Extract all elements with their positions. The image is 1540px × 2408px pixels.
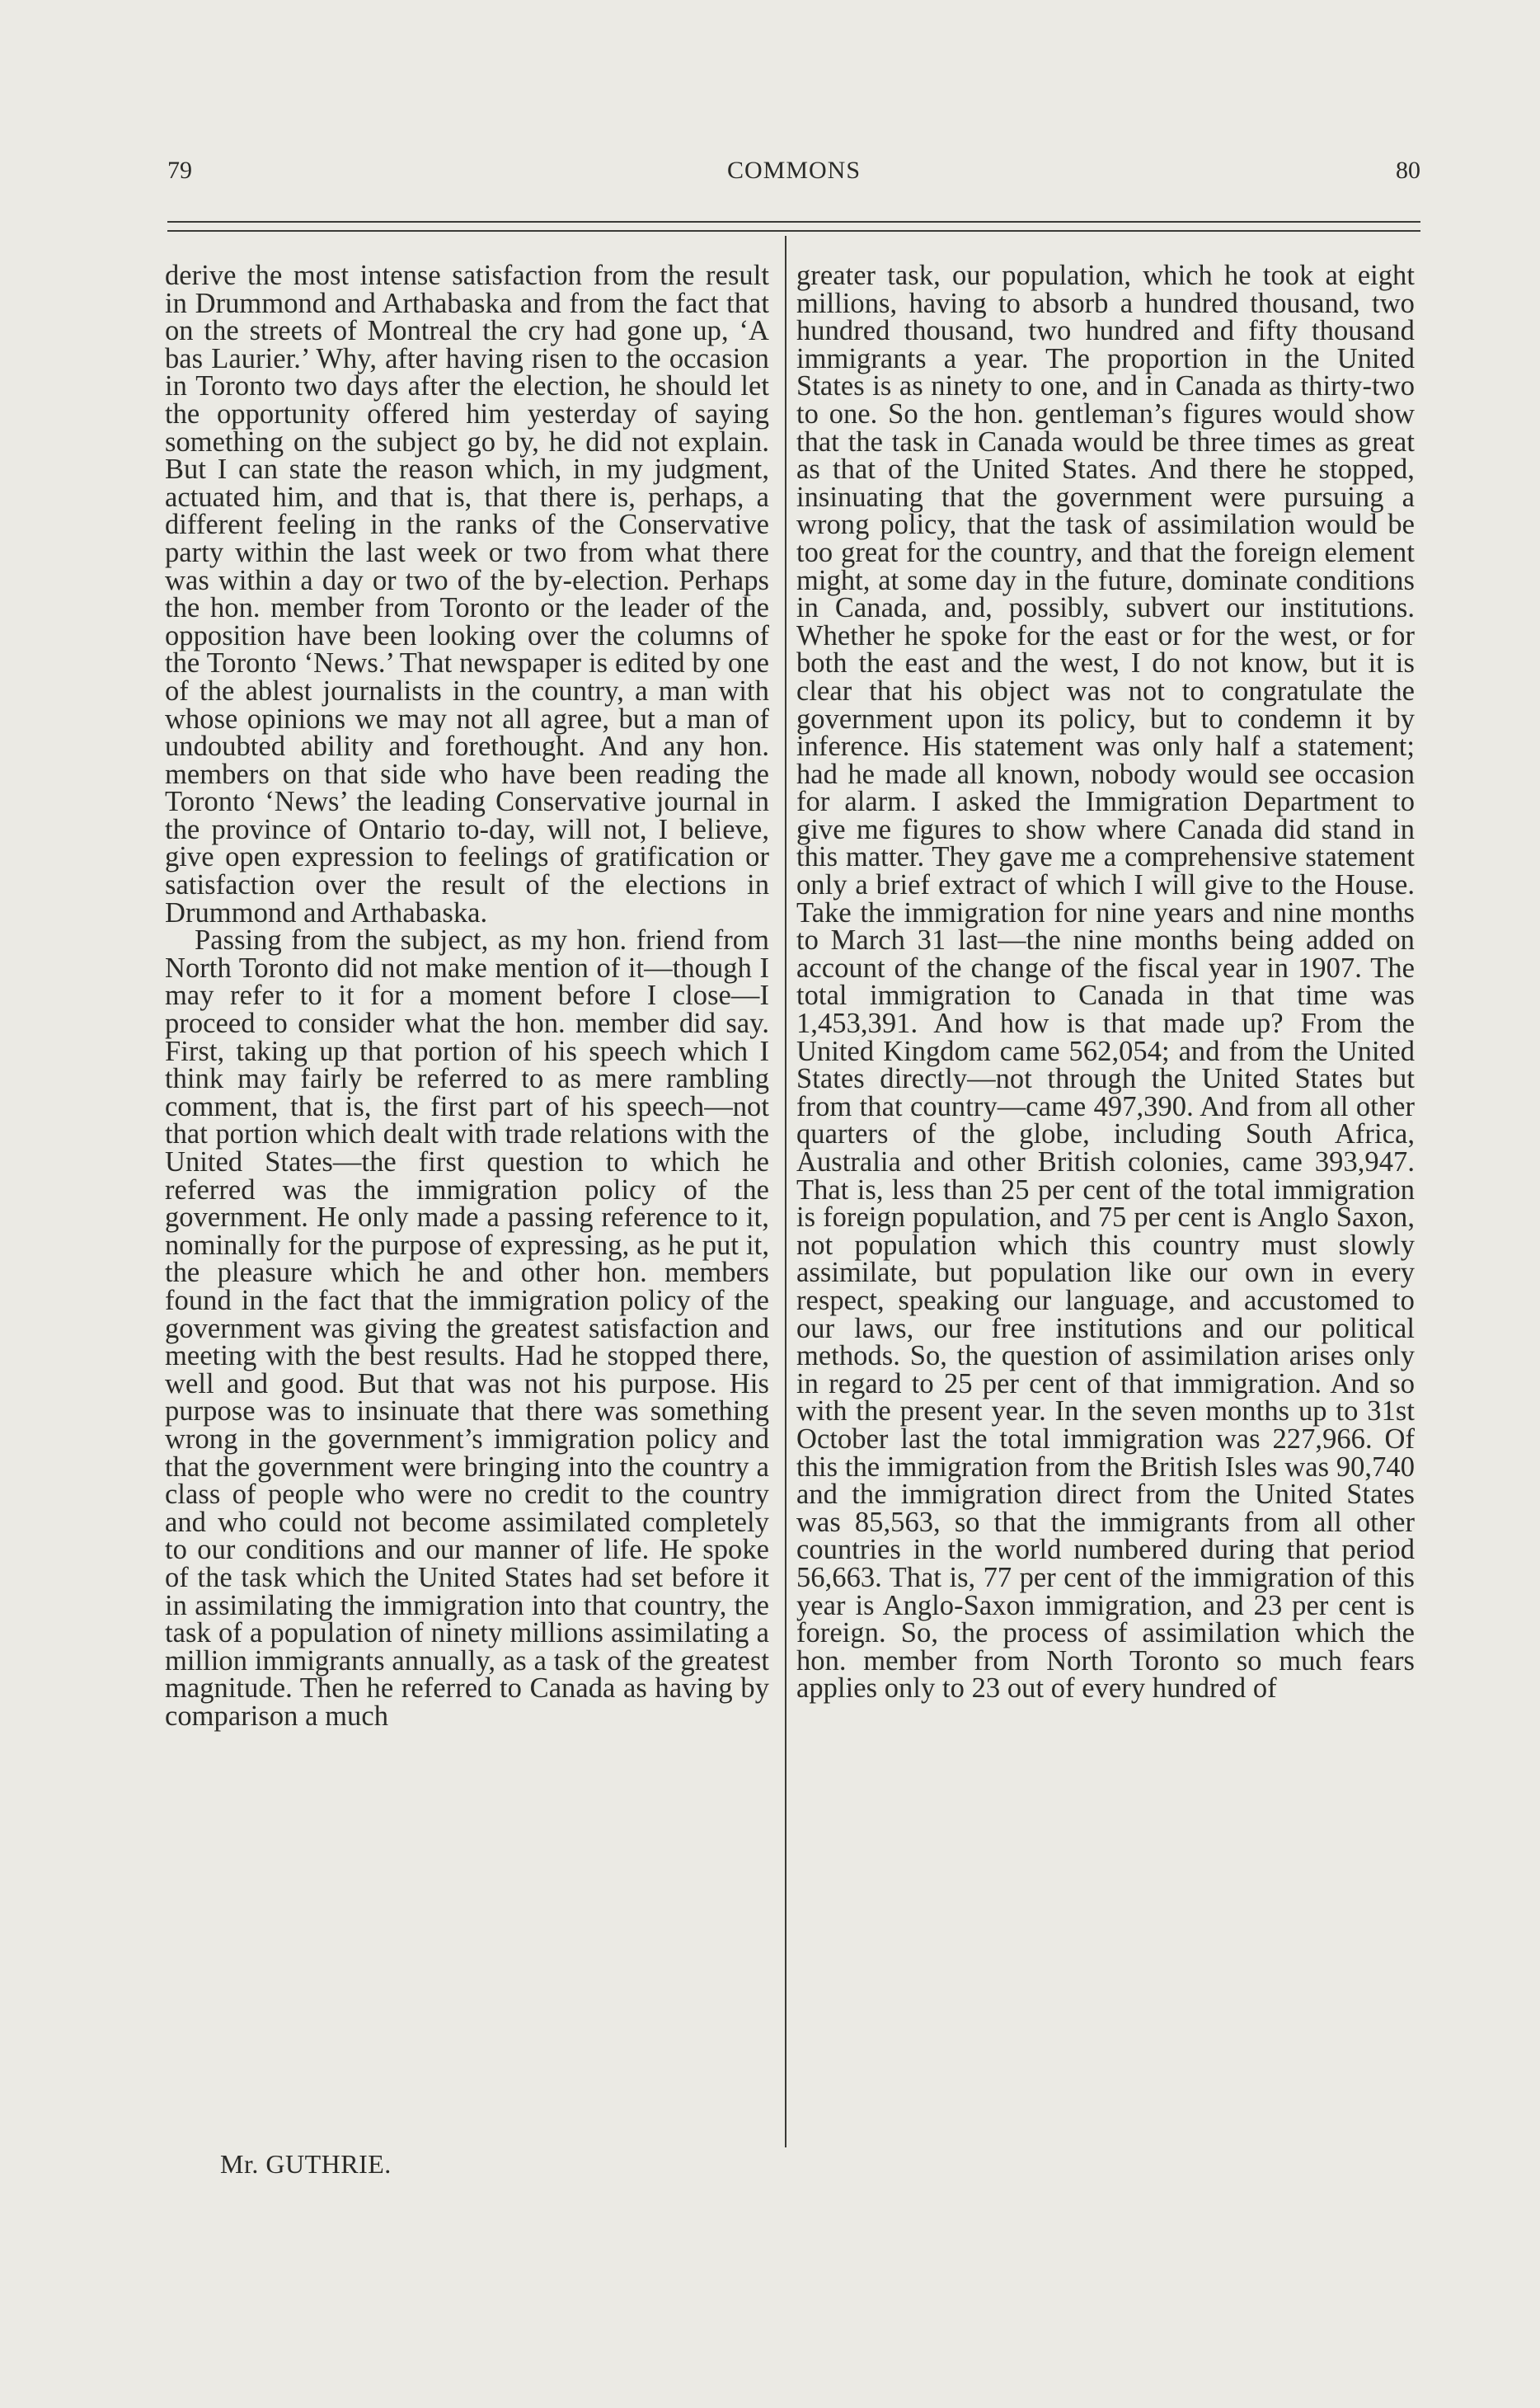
- column-divider: [785, 236, 786, 2147]
- left-page-number: 79: [167, 157, 192, 184]
- left-column: [165, 262, 769, 1730]
- header-rule-bottom: [167, 230, 1420, 232]
- right-page-number: 80: [1396, 157, 1420, 184]
- left-paragraph-2: Passing from the subject, as my hon. friend from North Toronto did not make mention of it—though I may refer to it for a moment before I close—I proceed to consider what the hon. member did say. First, taking up that portion of his speech which I think may fairly be referred to as mere rambling comment, that is, the first part of his speech—not that portion which dealt with trade relations with the United States—the first question to which he referred was the immigration policy of the government. He only made a passing reference to it, nominally for the purpose of expressing, as he put it, the pleasure which he and other hon. members found in the fact that the immigration policy of the government was giving the greatest satisfaction and meeting with the best results. Had he stopped there, well and good. But that was not his purpose. His purpose was to insinuate that there was something wrong in the government’s immigration policy and that the government were bringing into the country a class of people who were no credit to the country and who could not become assimilated completely to our conditions and our manner of life. He spoke of the task which the United States had set before it in assimilating the immigration into that country, the task of a population of ninety millions assimilating a million immigrants annually, as a task of the greatest magnitude. Then he referred to Canada as having by comparison a much: [165, 924, 769, 1732]
- right-column: [796, 262, 1415, 1703]
- right-paragraph-1: greater task, our population, which he took at eight millions, having to absorb a hundred thousand, two hundred thousand, two hundred and fifty thousand immigrants a year. The proportion in the United States is as ninety to one, and in Canada as thirty-two to one. So the hon. gentleman’s figures would show that the task in Canada would be three times as great as that of the United States. And there he stopped, insinuating that the government were pursuing a wrong policy, that the task of assimilation would be too great for the country, and that the foreign element might, at some day in the future, dominate conditions in Canada, and, possibly, subvert our institutions. Whether he spoke for the east or for the west, or for both the east and the west, I do not know, but it is clear that his object was not to congratulate the government upon its policy, but to condemn it by inference. His statement was only half a statement; had he made all known, nobody would see occasion for alarm. I asked the Immigration Department to give me figures to show where Canada did stand in this matter. They gave me a comprehensive statement only a brief extract of which I will give to the House. Take the immigration for nine years and nine months to March 31 last—the nine months being added on account of the change of the fiscal year in 1907. The total immigration to Canada in that time was 1,453,391. And how is that made up? From the United Kingdom came 562,054; and from the United States directly—not through the United States but from that country—came 497,390. And from all other quarters of the globe, including South Africa, Australia and other British colonies, came 393,947. That is, less than 25 per cent of the total immigration is foreign population, and 75 per cent is Anglo Saxon, not population which this country must slowly assimilate, but population like our own in every respect, speaking our language, and accustomed to our laws, our free institutions and our political methods. So, the question of assimilation arises only in regard to 25 per cent of that immigration. And so with the present year. In the seven months up to 31st October last the total immigration was 227,966. Of this the immigration from the British Isles was 90,740 and the immigration direct from the United States was 85,563, so that the immigrants from all other countries in the world numbered during that period 56,663. That is, 77 per cent of the immigration of this year is Anglo-Saxon immigration, and 23 per cent is foreign. So, the process of assimilation which the hon. member from North Toronto so much fears applies only to 23 out of every hundred of: [796, 260, 1415, 1705]
- speaker-name: Mr. GUTHRIE.: [220, 2149, 392, 2179]
- running-title: COMMONS: [726, 157, 862, 184]
- left-paragraph-1: derive the most intense satisfaction from the result in Drummond and Arthabaska and from the fact that on the streets of Montreal the cry had gone up, ‘A bas Laurier.’ Why, after having risen to the occasion in Toronto two days after the election, he should let the opportunity offered him yesterday of saying something on the subject go by, he did not explain. But I can state the reason which, in my judgment, actuated him, and that is, that there is, perhaps, a different feeling in the ranks of the Conservative party within the last week or two from what there was within a day or two of the by-election. Perhaps the hon. member from Toronto or the leader of the opposition have been looking over the columns of the Toronto ‘News.’ That newspaper is edited by one of the ablest journalists in the country, a man with whose opinions we may not all agree, but a man of undoubted ability and forethought. And any hon. members on that side who have been reading the Toronto ‘News’ the leading Conservative journal in the province of Ontario to-day, will not, I believe, give open expression to feelings of gratification or satisfaction over the result of the elections in Drummond and Arthabaska.: [165, 260, 769, 929]
- page-header: [167, 157, 1420, 190]
- header-rule-top: [167, 221, 1420, 223]
